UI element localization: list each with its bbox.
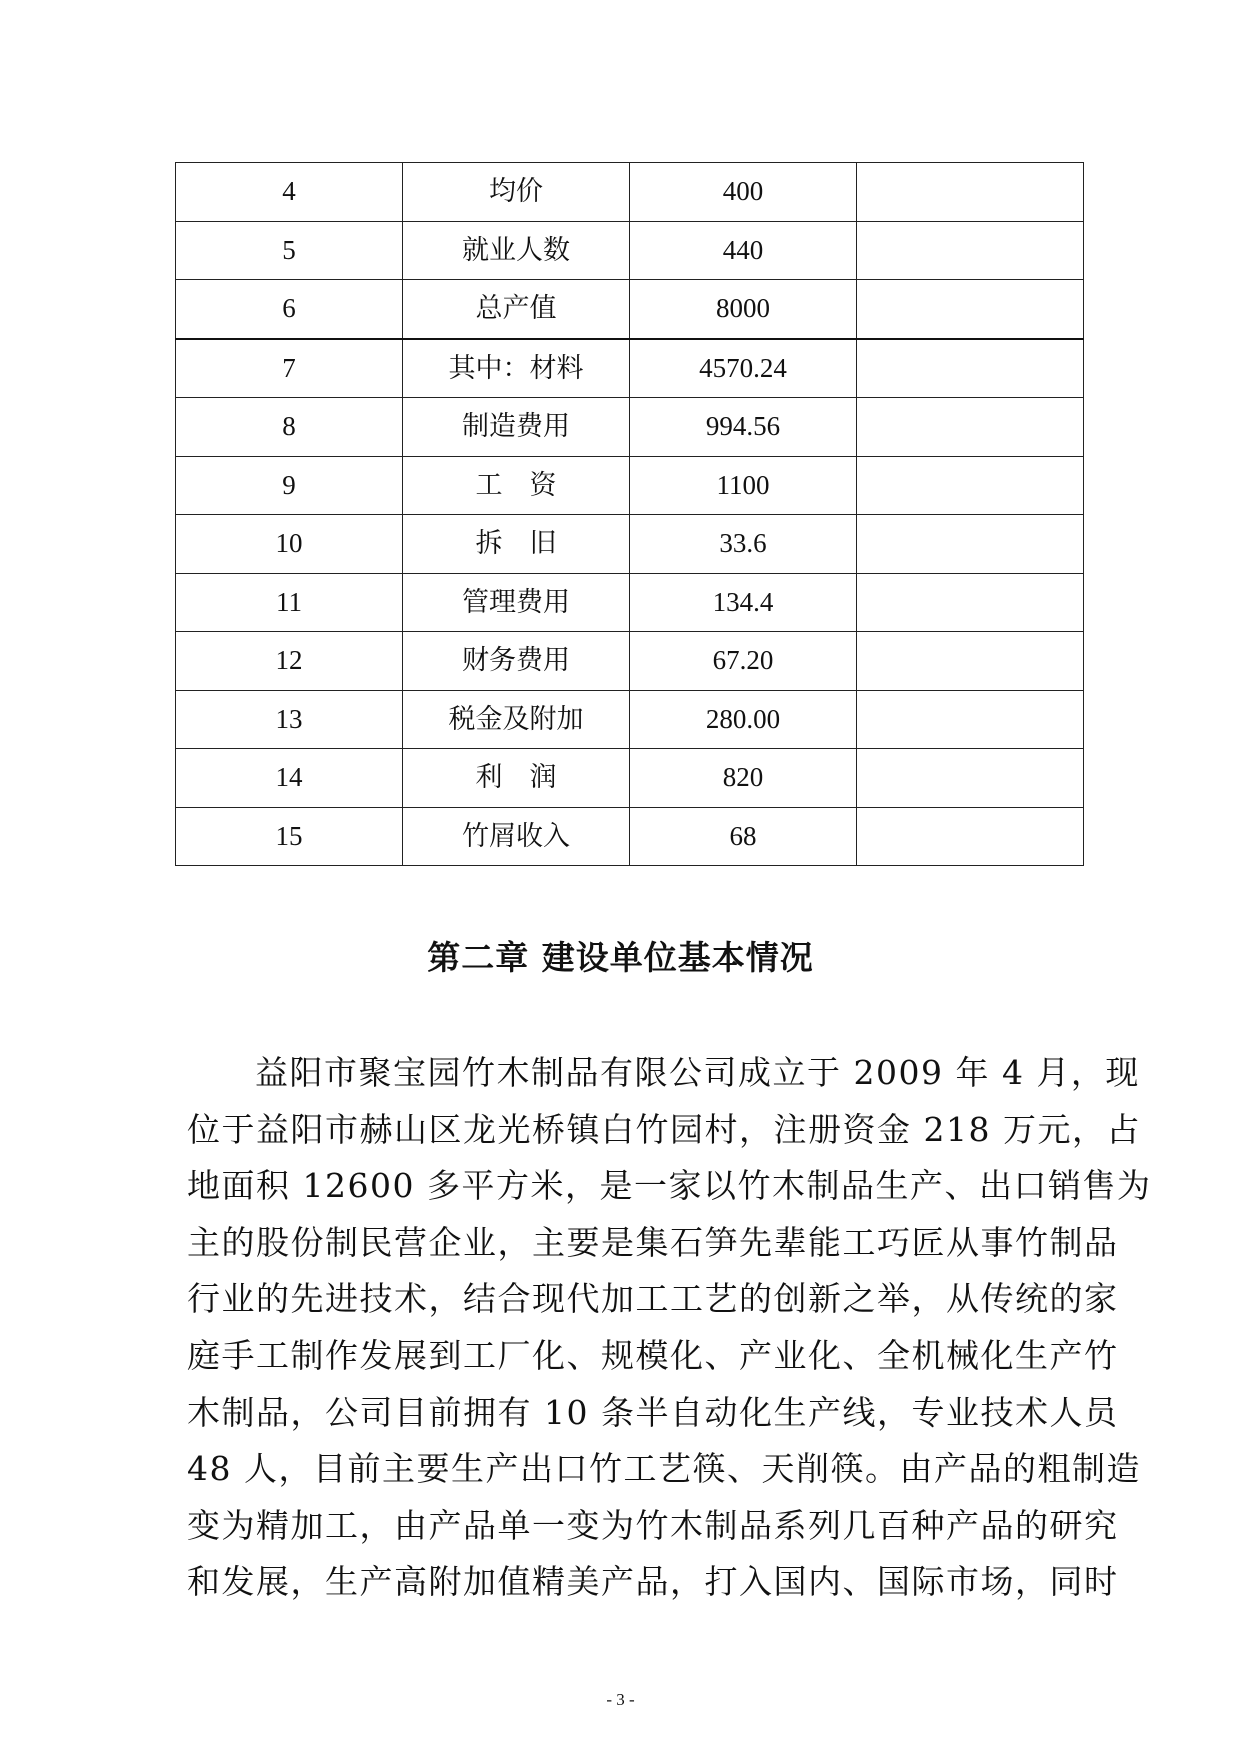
note-cell <box>857 339 1084 398</box>
paragraph-line: 48 人，目前主要生产出口竹工艺筷、天削筷。由产品的粗制造 <box>187 1449 1141 1489</box>
row-number-cell: 9 <box>176 456 403 515</box>
table-row <box>176 163 1084 222</box>
body-paragraph <box>187 1045 1152 1611</box>
row-number-cell: 13 <box>176 690 403 749</box>
table-row <box>176 690 1084 749</box>
row-number-cell: 5 <box>176 221 403 280</box>
page-number: - 3 - <box>606 1690 635 1709</box>
item-name-cell: 制造费用 <box>403 398 630 457</box>
note-cell <box>857 221 1084 280</box>
paragraph-line: 和发展，生产高附加值精美产品，打入国内、国际市场，同时 <box>187 1562 1119 1602</box>
row-number-cell: 6 <box>176 280 403 339</box>
financial-indicator-table <box>175 162 1084 866</box>
note-cell <box>857 690 1084 749</box>
table-row <box>176 398 1084 457</box>
note-cell <box>857 632 1084 691</box>
value-cell: 68 <box>630 807 857 866</box>
note-cell <box>857 280 1084 339</box>
value-cell: 280.00 <box>630 690 857 749</box>
value-cell: 134.4 <box>630 573 857 632</box>
value-cell: 67.20 <box>630 632 857 691</box>
note-cell <box>857 398 1084 457</box>
value-cell: 440 <box>630 221 857 280</box>
item-name-cell: 工 资 <box>403 456 630 515</box>
table-row <box>176 749 1084 808</box>
row-number-cell: 14 <box>176 749 403 808</box>
paragraph-line: 主的股份制民营企业，主要是集石笋先辈能工巧匠从事竹制品 <box>187 1222 1119 1262</box>
paragraph-line: 地面积 12600 多平方米，是一家以竹木制品生产、出口销售为 <box>187 1166 1152 1206</box>
paragraph-line: 位于益阳市赫山区龙光桥镇白竹园村，注册资金 218 万元，占 <box>187 1109 1141 1149</box>
note-cell <box>857 163 1084 222</box>
item-name-cell: 利 润 <box>403 749 630 808</box>
row-number-cell: 8 <box>176 398 403 457</box>
row-number-cell: 15 <box>176 807 403 866</box>
paragraph-line: 庭手工制作发展到工厂化、规模化、产业化、全机械化生产竹 <box>187 1335 1119 1375</box>
value-cell: 33.6 <box>630 515 857 574</box>
table-row <box>176 339 1084 398</box>
value-cell: 400 <box>630 163 857 222</box>
row-number-cell: 7 <box>176 339 403 398</box>
value-cell: 820 <box>630 749 857 808</box>
chapter-heading: 第二章 建设单位基本情况 <box>427 938 814 977</box>
row-number-cell: 10 <box>176 515 403 574</box>
row-number-cell: 11 <box>176 573 403 632</box>
table-row <box>176 221 1084 280</box>
table-row <box>176 573 1084 632</box>
table-row <box>176 456 1084 515</box>
item-name-cell: 拆 旧 <box>403 515 630 574</box>
value-cell: 994.56 <box>630 398 857 457</box>
paragraph-line: 行业的先进技术，结合现代加工工艺的创新之举，从传统的家 <box>187 1279 1119 1319</box>
item-name-cell: 总产值 <box>403 280 630 339</box>
row-number-cell: 4 <box>176 163 403 222</box>
item-name-cell: 其中：材料 <box>403 339 630 398</box>
table-row <box>176 807 1084 866</box>
item-name-cell: 财务费用 <box>403 632 630 691</box>
value-cell: 1100 <box>630 456 857 515</box>
item-name-cell: 竹屑收入 <box>403 807 630 866</box>
paragraph-line: 变为精加工，由产品单一变为竹木制品系列几百种产品的研究 <box>187 1505 1119 1545</box>
table-row <box>176 632 1084 691</box>
table-row <box>176 280 1084 339</box>
note-cell <box>857 456 1084 515</box>
item-name-cell: 管理费用 <box>403 573 630 632</box>
paragraph-line: 益阳市聚宝园竹木制品有限公司成立于 2009 年 4 月，现 <box>255 1053 1140 1092</box>
note-cell <box>857 749 1084 808</box>
table-row <box>176 515 1084 574</box>
note-cell <box>857 573 1084 632</box>
item-name-cell: 就业人数 <box>403 221 630 280</box>
value-cell: 4570.24 <box>630 339 857 398</box>
note-cell <box>857 515 1084 574</box>
row-number-cell: 12 <box>176 632 403 691</box>
item-name-cell: 税金及附加 <box>403 690 630 749</box>
item-name-cell: 均价 <box>403 163 630 222</box>
paragraph-line: 木制品，公司目前拥有 10 条半自动化生产线，专业技术人员 <box>187 1392 1119 1432</box>
value-cell: 8000 <box>630 280 857 339</box>
note-cell <box>857 807 1084 866</box>
